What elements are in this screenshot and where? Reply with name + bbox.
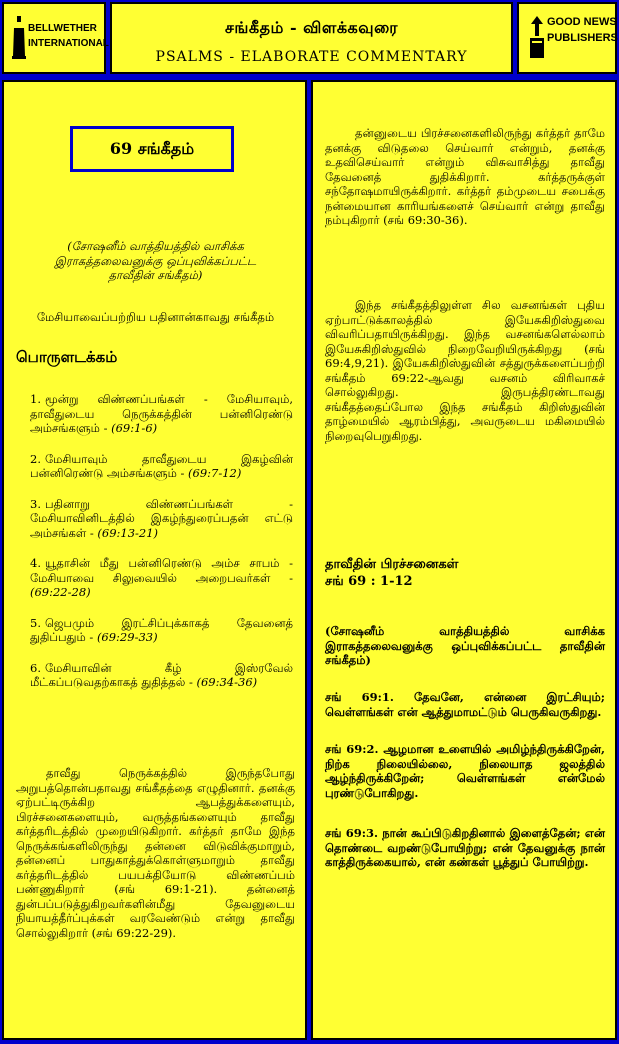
left-column (2, 80, 307, 1040)
outline-item: 3. பதினாறு விண்ணப்பங்கள் - மேசியாவினிடத்தில் இகழ்ந்துரைப்பதன் எட்டு அம்சங்கள் - (69:13-21) (30, 496, 293, 540)
outline-item: 6. மேசியாவின் கீழ் இஸ்ரவேல் மீட்கப்படுவதற்காகத் துதித்தல் - (69:34-36) (30, 660, 293, 689)
logo-left-line1: BELLWETHER (28, 23, 97, 34)
left-superscription: (சோஷனீம் வாத்தியத்தில் வாசிக்க இராகத்தலைவனுக்கு ஒப்புவிக்கப்பட்ட தாவீதின் சங்கீதம்) (54, 239, 257, 282)
right-column (311, 80, 617, 1040)
logo-left-line2: INTERNATIONAL (28, 38, 109, 49)
bellwether-bell-icon (12, 16, 26, 60)
logo-right-line1: GOOD NEWS (547, 16, 617, 28)
contents-heading: பொருளடக்கம் (16, 348, 118, 366)
outline-item: 4. யூதாசின் மீது பன்னிரெண்டு அம்ச சாபம் - மேசியாவை சிலுவையில் அறைபவர்கள் - (69:22-28) (30, 556, 293, 599)
right-paragraph-1: தன்னுடைய பிரச்சனைகளிலிருந்து கர்த்தர் தாமே தனக்கு விடுதலை செய்வார் என்றும், தனக்கு உதவிசெய்வார் என்றும் விசுவாசித்து தாவீது தேவனைத் துதிக்கிறார். கர்த்தருக்குள் சந்தோஷமாயிருக்கிறார். கர்த்தர் தம்முடைய சபைக்கு நன்மையான காரியங்களைச் செய்வார் என்று தாவீது நம்புகிறார் (சங் 69:30-36). (325, 126, 605, 227)
section-heading-line2: சங் 69 : 1-12 (325, 574, 413, 589)
title-tamil: சங்கீதம் - விளக்கவுரை (224, 18, 398, 37)
good-news-logo (517, 2, 617, 74)
verse-69-1: சங் 69:1. தேவனே, என்னை இரட்சியும்; வெள்ளங்கள் என் ஆத்துமாமட்டும் பெருகிவருகிறது. (325, 690, 605, 719)
left-intro-paragraph: தாவீது நெருக்கத்தில் இருந்தபோது அறுபத்தொன்பதாவது சங்கீதத்தை எழுதினார். தனக்கு ஏற்பட்டிருக்கிற ஆபத்துக்களையும், பிரச்சனைகளையும், வருத்தங்களையும் தாவீது கர்த்தரிடத்தில் முறையிடுகிறார். கர்த்தர் தாமே இந்த நெருக்கங்களிலிருந்து தன்னை விடுவிக்குமாறும், தன்னைப் பாதுகாத்துக்கொள்ளுமாறும் தாவீது கர்த்தரிடத்தில் பயபக்தியோடு விண்ணப்பம் பண்ணுகிறார் (சங் 69:1-21). தன்னைத் துன்பப்படுத்துகிறவர்களின்மீது தேவனுடைய நியாயத்தீர்ப்புக்கள் வரவேண்டும் என்று தாவீது சொல்லுகிறார் (சங் 69:22-29). (16, 766, 295, 940)
bellwether-logo (2, 2, 109, 74)
outline-item: 2. மேசியாவும் தாவீதுடைய இகழ்வின் பன்னிரெண்டு அம்சங்களும் - (69:7-12) (30, 451, 293, 480)
outline-item: 5. ஜெபமும் இரட்சிப்புக்காகத் தேவனைத் துதிப்பதும் - (69:29-33) (30, 615, 293, 644)
title-english: PSALMS - ELABORATE COMMENTARY (155, 49, 468, 65)
verse-69-3: சங் 69:3. நான் கூப்பிடுகிறதினால் இளைத்தேன்; என் தொண்டை வறண்டுபோயிற்று; என் தேவனுக்கு நான் காத்திருக்கையால், என் கண்கள் பூத்துப் போயிற்று. (325, 826, 605, 869)
outline-list (30, 392, 293, 706)
header (2, 2, 617, 76)
outline-item: 1. மூன்று விண்ணப்பங்கள் - மேசியாவும், தாவீதுடைய நெருக்கத்தின் பன்னிரெண்டு அம்சங்களும் - (69:1-6) (30, 392, 293, 435)
section-heading-line1: தாவீதின் பிரச்சனைகள் (325, 557, 459, 572)
psalm-title: 69 சங்கீதம் (70, 126, 234, 172)
right-superscription: (சோஷனீம் வாத்தியத்தில் வாசிக்க இராகத்தலைவனுக்கு ஒப்புவிக்கப்பட்ட தாவீதின் சங்கீதம்) (325, 624, 605, 667)
title-block (110, 2, 513, 74)
right-paragraph-2: இந்த சங்கீதத்திலுள்ள சில வசனங்கள் புதிய ஏற்பாட்டுக்காலத்தில் இயேசுகிறிஸ்துவை விவரிப்பதாயிருக்கிறது. இந்த வசனங்களெல்லாம் இயேசுகிறிஸ்துவில் நிறைவேறியிருக்கிறது (சங் 69:4,9,21). இயேசுகிறிஸ்துவின் சத்துருக்களைப்பற்றி சங்கீதம் 69:22-ஆவது வசனம் விரிவாகச் சொல்லுகிறது. இருபத்திரண்டாவது சங்கீதத்தைப்போல இந்த சங்கீதம் கிறிஸ்துவின் தாழ்மையில் ஆரம்பித்து, அவருடைய மகிமையில் நிறைவுபெறுகிறது. (325, 298, 605, 443)
messianic-note: மேசியாவைப்பற்றிய பதினான்காவது சங்கீதம் (36, 310, 275, 324)
section-heading (325, 556, 605, 590)
good-news-book-icon (529, 14, 545, 62)
verse-69-2: சங் 69:2. ஆழமான உளையில் அமிழ்ந்திருக்கிறேன், நிற்க நிலையில்லை, நிலையாத ஜலத்தில் ஆழ்ந்திருக்கிறேன்; வெள்ளங்கள் என்மேல் புரண்டுபோகிறது. (325, 742, 605, 800)
logo-right-line2: PUBLISHERS (547, 32, 618, 44)
